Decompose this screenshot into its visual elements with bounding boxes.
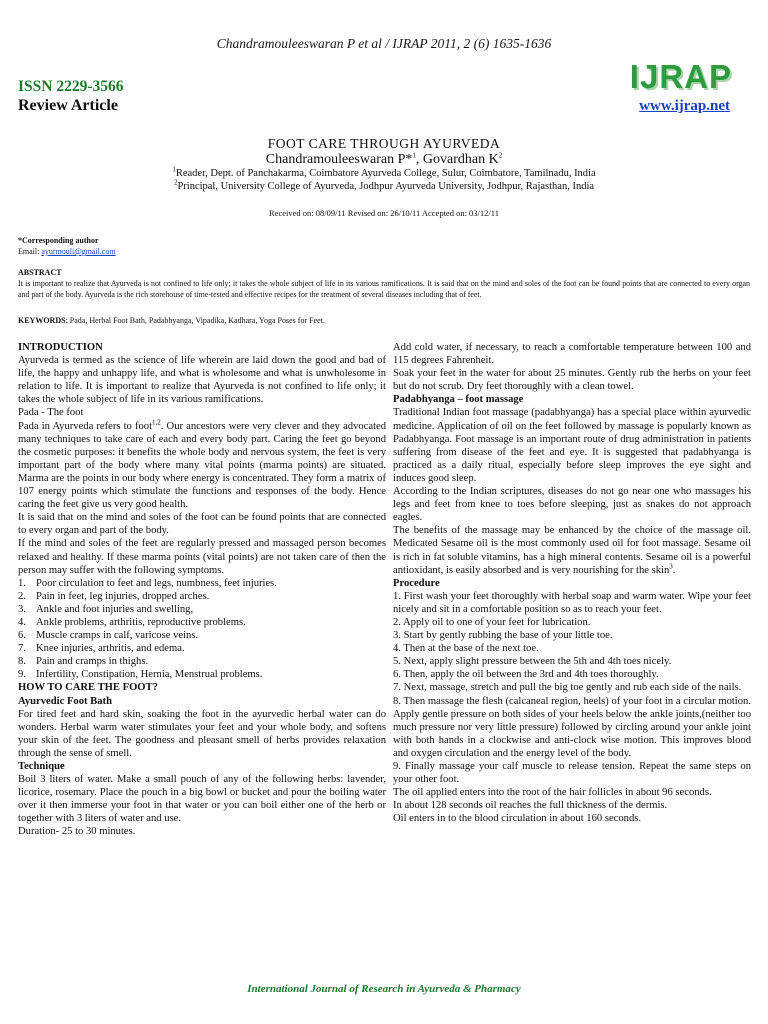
authors — [0, 152, 768, 168]
procedure-step: 4. Then at the base of the next toe. — [393, 643, 539, 655]
affiliation-2-number: 2 — [173, 178, 178, 187]
procedure-step: 1. First wash your feet thoroughly with herbal soap and warm water. Wipe your feet nicely and sit in a comfortable position so as to reach your feet. — [393, 590, 751, 615]
subheading-foot-bath: Ayurvedic Foot Bath — [18, 695, 112, 707]
list-text: Knee injuries, arthritis, and edema. — [36, 643, 185, 655]
author-1-affil: 1 — [412, 151, 416, 160]
list-text: Infertility, Constipation, Hernia, Menstrual problems. — [36, 669, 263, 681]
paragraph-text: Pada in Ayurveda refers to foot — [18, 420, 153, 432]
subheading-technique: Technique — [18, 761, 65, 772]
issn: ISSN 2229-3566 — [18, 78, 124, 95]
symptom-list — [18, 577, 386, 682]
citation: 3 — [669, 562, 673, 571]
journal-footer: International Journal of Research in Ayurveda & Pharmacy — [247, 983, 521, 995]
paragraph: Boil 3 liters of water. Make a small pouch of any of the following herbs: lavender, licorice, rosemary. Place the pouch in a big bowl or bucket and pour the boiling water over it then immerse your foot in that water or you can boil either one of the herb or together with 3 liters of water and use. — [18, 774, 386, 825]
list-item — [18, 668, 386, 681]
paper-title: FOOT CARE THROUGH AYURVEDA — [267, 136, 501, 151]
list-item — [18, 655, 386, 668]
left-column — [18, 341, 386, 839]
paragraph: In about 128 seconds oil reaches the full thickness of the dermis. — [393, 800, 668, 812]
email-label: Email: — [18, 247, 42, 256]
list-number: 8. — [18, 656, 26, 668]
paragraph — [18, 420, 386, 512]
list-text: Pain in feet, leg injuries, dropped arches. — [36, 590, 210, 602]
list-item — [18, 642, 386, 655]
keywords-label: KEYWORDS — [18, 316, 66, 325]
abstract-text: It is important to realize that Ayurveda is not confined to life only; it takes the whole subject of life in its various ramifications. It is said that on the mind and soles of the foot can be found points that are connected to every organ and part of the body. Ayurveda is the rich storehouse of time-tested and effective recipes for the treatment of several diseases including that of feet. — [18, 279, 750, 299]
affiliation-2-text: Principal, University College of Ayurveda, Jodhpur Ayurveda University, Jodhpur, Rajasthan, India — [177, 181, 595, 192]
author-2-affil: 2 — [498, 151, 503, 160]
paragraph: Soak your feet in the water for about 25 minutes. Gently rub the herbs on your feet but do not scrub. Dry feet thoroughly with a clean towel. — [393, 368, 751, 393]
list-text: Poor circulation to feet and legs, numbness, feet injuries. — [36, 577, 277, 589]
list-item — [18, 616, 386, 629]
email-link[interactable]: ayurmouli@gmail.com — [41, 247, 116, 256]
paragraph: If the mind and soles of the feet are regularly pressed and massaged person becomes relaxed and healthy. If these marma points (vital points) are not taken care of then the person may suffer with the following symptoms. — [18, 538, 386, 576]
list-number: 7. — [18, 643, 26, 655]
list-number: 2. — [18, 590, 26, 602]
procedure-step: 9. Finally massage your calf muscle to release tension. Repeat the same steps on your other foot. — [393, 761, 751, 786]
citation: 1,2 — [152, 418, 161, 427]
procedure-step: 6. Then, apply the oil between the 3rd and 4th toes thoroughly. — [393, 669, 659, 681]
abstract-heading: ABSTRACT — [18, 268, 62, 277]
paragraph: Ayurveda is termed as the science of life wherein are laid down the good and bad of life, the happy and unhappy life, and what is wholesome and what is unwholesome in relation to life. It is important to realize that Ayurveda is not confined to life only; it takes the whole subject of life in its various ramifications. — [18, 355, 386, 406]
paragraph: It is said that on the mind and soles of the foot can be found points that are connected to every organ and part of the body. — [18, 512, 386, 537]
list-text: Pain and cramps in thighs. — [36, 656, 149, 668]
section-heading-introduction: INTRODUCTION — [18, 342, 103, 353]
procedure-step: 3. Start by gently rubbing the base of your little toe. — [393, 630, 613, 642]
article-type: Review Article — [18, 97, 118, 114]
paragraph: Duration- 25 to 30 minutes. — [18, 826, 136, 838]
procedure-step: 8. Then massage the flesh (calcaneal region, heels) of your foot in a circular motion. Apply gentle pressure on both sides of your heels below the ankle joints,(neither too much pressure nor very little pressure) followed by circling around your ankle joint with both hands in a clockwise and anti-clock wise motion. This improves blood and oxygen circulation and the energy level of the body. — [393, 695, 751, 759]
paragraph: The oil applied enters into the root of the hair follicles in about 96 seconds. — [393, 787, 712, 799]
procedure-step: 7. Next, massage, stretch and pull the big toe gently and rub each side of the nails. — [393, 682, 742, 694]
journal-website-link[interactable]: www.ijrap.net — [639, 98, 730, 114]
paragraph: According to the Indian scriptures, diseases do not go near one who massages his legs and feet from knee to toes before sleeping, just as snakes do not approach eagles. — [393, 486, 751, 524]
right-column — [393, 341, 751, 825]
submission-dates: Received on: 08/09/11 Revised on: 26/10/11 Accepted on: 03/12/11 — [269, 208, 499, 218]
corresponding-author-label: *Corresponding author — [18, 236, 99, 245]
journal-logo: IJRAP — [629, 58, 732, 95]
list-number: 1. — [18, 577, 26, 589]
list-text: Ankle and foot injuries and swelling, — [36, 603, 194, 615]
paragraph-text: The benefits of the massage may be enhanced by the choice of the massage oil. Medicated Sesame oil is the most commonly used oil for foot massage. Sesame oil is rich in fat soluble vitamins, has a high mineral contents. Sesame oil is a powerful antioxidant, is easily absorbed and is very nourishing for the skin — [393, 525, 751, 576]
paragraph: Add cold water, if necessary, to reach a comfortable temperature between 100 and 115 degrees Fahrenheit. — [393, 342, 751, 367]
paragraph-text: . — [672, 564, 676, 576]
keywords — [18, 316, 750, 325]
paragraph: Oil enters in to the blood circulation in about 160 seconds. — [393, 813, 642, 825]
list-text: Ankle problems, arthritis, reproductive problems. — [36, 616, 246, 628]
paragraph: Traditional Indian foot massage (padabhyanga) has a special place within ayurvedic medicine. Application of oil on the feet followed by massage is popularly known as Padabhyanga. Foot massage is an important route of drug administration in patients suffering from disease of the feet and eye. It is suggested that padabhyanga is practiced as a daily ritual, especially before sleep improves the eye sight and induces good sleep. — [393, 407, 751, 484]
procedure-step: 2. Apply oil to one of your feet for lubrication. — [393, 616, 591, 628]
list-number: 4. — [18, 616, 26, 628]
corresponding-email — [18, 247, 116, 256]
paragraph — [393, 524, 751, 576]
author-2: , Govardhan K — [415, 152, 499, 167]
author-1: Chandramouleeswaran P* — [265, 152, 413, 167]
list-item — [18, 590, 386, 603]
list-item — [18, 629, 386, 642]
list-number: 6. — [18, 630, 26, 642]
subheading-pada: Pada - The foot — [18, 407, 84, 419]
subheading-procedure: Procedure — [393, 577, 440, 589]
section-heading-how-to-care: HOW TO CARE THE FOOT? — [18, 682, 158, 694]
affiliation-2 — [0, 178, 768, 192]
affiliation-1 — [0, 165, 768, 179]
list-number: 3. — [18, 603, 26, 615]
affiliation-1-text: Reader, Dept. of Panchakarma, Coimbatore Ayurveda College, Sulur, Coimbatore, Tamilnadu, India — [175, 168, 596, 179]
affiliation-1-number: 1 — [172, 165, 176, 174]
keywords-text: : Pada, Herbal Foot Bath, Padabhyanga, Vipadika, Kadhara, Yoga Poses for Feet. — [65, 316, 325, 325]
list-text: Muscle cramps in calf, varicose veins. — [36, 630, 199, 642]
paragraph-text: . Our ancestors were very clever and they advocated many techniques to take care of each and every body part. Caring the feet go beyond the cosmetic purposes: it benefits the whole body and nervous system, the feet is very important part of the body where many vital points (marma points) are situated. Marma are the points in our body where energy is concentrated. They form a matrix of 107 energy points which stimulate the functions and responses of the body. Hence caring the feet give us very good health. — [18, 420, 387, 511]
running-head: Chandramouleeswaran P et al / IJRAP 2011, 2 (6) 1635-1636 — [216, 36, 552, 51]
list-item — [18, 577, 386, 590]
list-item — [18, 603, 386, 616]
paragraph: For tired feet and hard skin, soaking the foot in the ayurvedic herbal water can do wonders. Herbal warm water stimulates your feet and your whole body, and softens your skin of the feet. The goodness and pleasant smell of herbs provides relaxation through the sense of smell. — [18, 708, 386, 759]
list-number: 9. — [18, 669, 26, 681]
subheading-padabhyanga: Padabhyanga – foot massage — [393, 394, 524, 406]
procedure-step: 5. Next, apply slight pressure between the 5th and 4th toes nicely. — [393, 656, 672, 668]
